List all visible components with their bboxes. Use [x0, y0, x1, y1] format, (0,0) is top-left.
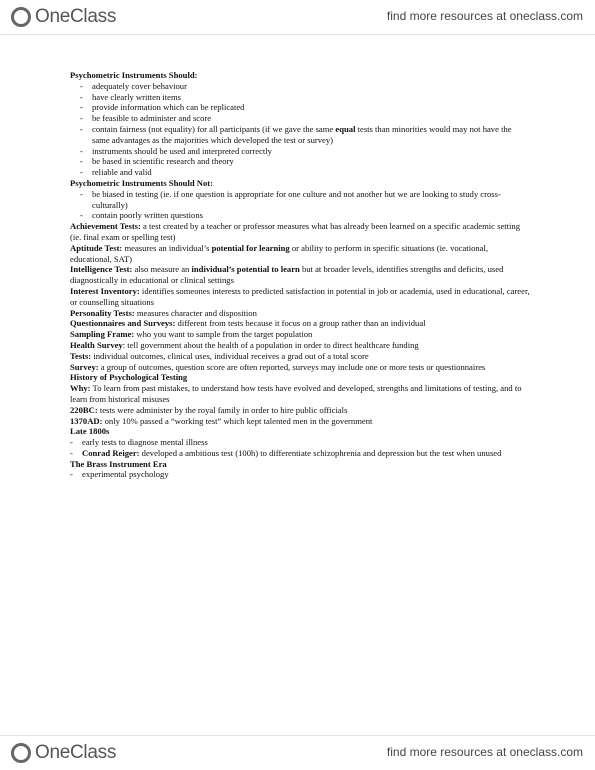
why-term: Why: — [70, 383, 91, 394]
achievement-term: Achievement Tests: — [70, 221, 141, 232]
sampling-text: who you want to sample from the target population — [134, 329, 313, 340]
fairness-pre: contain fairness (not equality) for all participants (if we gave the same — [92, 123, 336, 134]
list-item: - be feasible to administer and score — [80, 113, 530, 124]
tests-paragraph — [70, 351, 530, 362]
intelligence-term: Intelligence Test: — [70, 264, 133, 275]
list-item: - be biased in testing (ie. if one question is appropriate for one culture and not another but we are looking to study cross-culturally) — [80, 189, 530, 211]
ad-text: only 10% passed a “working test” which kept talented men in the government — [102, 415, 373, 426]
intelligence-bold: individual’s potential to learn — [191, 264, 300, 275]
should-not-title: Psychometric Instruments Should Not: — [70, 177, 213, 188]
conrad-term: Conrad Reiger: — [82, 447, 140, 458]
late-title: Late 1800s — [70, 426, 110, 437]
questionnaires-paragraph — [70, 318, 530, 329]
oneclass-logo[interactable] — [10, 5, 116, 29]
list-item: - contain poorly written questions — [80, 210, 530, 221]
fairness-post: tests than minorities would may not have the same advantages as the majorities which developed the test or survey) — [92, 123, 512, 145]
ad-paragraph — [70, 416, 530, 427]
aptitude-post: or ability to perform in specific situations (ie. vocational, educational, SAT) — [70, 242, 489, 264]
oneclass-logo-icon — [10, 6, 32, 28]
health-text: : tell government about the health of a population in order to direct healthcare funding — [122, 339, 419, 350]
tests-text: individual outcomes, clinical uses, individual receives a grad out of a total score — [91, 350, 369, 361]
personality-term: Personality Tests: — [70, 307, 135, 318]
intelligence-post: but at broader levels, identifies strengths and deficits, used diagnostically in educational or clinical settings — [70, 264, 504, 286]
health-paragraph — [70, 340, 530, 351]
personality-paragraph — [70, 308, 530, 319]
should-not-list — [70, 189, 530, 221]
list-item: - instruments should be used and interpreted correctly — [80, 146, 530, 157]
sampling-term: Sampling Frame: — [70, 329, 135, 340]
interest-term: Interest Inventory: — [70, 285, 140, 296]
page-footer — [0, 735, 595, 770]
fairness-bold: equal — [335, 123, 356, 134]
conrad-text: developed a ambitious test (100h) to differentiate schizophrenia and depression but the test when unused — [139, 447, 502, 458]
questionnaires-term: Questionnaires and Surveys: — [70, 318, 176, 329]
achievement-text: a test created by a teacher or professor measures what has already been learned on a specific academic setting (ie. final exam or spelling test) — [70, 221, 521, 242]
brass-title: The Brass Instrument Era — [70, 458, 167, 469]
list-item: - be based in scientific research and theory — [80, 156, 530, 167]
survey-term: Survey: — [70, 361, 99, 372]
aptitude-term: Aptitude Test: — [70, 242, 123, 253]
sampling-paragraph — [70, 329, 530, 340]
should-list — [70, 81, 530, 178]
should-title: Psychometric Instruments Should: — [70, 70, 198, 80]
brass-list — [70, 469, 530, 480]
aptitude-bold: potential for learning — [211, 242, 290, 253]
late-list — [70, 437, 530, 459]
tests-term: Tests: — [70, 350, 92, 361]
why-paragraph — [70, 383, 530, 405]
history-title: History of Psychological Testing — [70, 372, 188, 383]
document-body — [70, 70, 530, 480]
interest-text: identifies someones interests to predicted satisfaction in potential in job or academia, used in educational, career, or counselling situations — [70, 285, 530, 307]
list-item: - provide information which can be replicated — [80, 102, 530, 113]
aptitude-pre: measures an individual’s — [122, 242, 212, 253]
intelligence-paragraph — [70, 264, 530, 286]
find-resources-link[interactable]: find more resources at oneclass.com — [386, 9, 583, 23]
footer-find-resources-link[interactable]: find more resources at oneclass.com — [386, 745, 583, 759]
aptitude-paragraph — [70, 243, 530, 265]
personality-text: measures character and disposition — [134, 307, 257, 318]
list-item: - experimental psychology — [70, 469, 530, 480]
ad-term: 1370AD: — [70, 415, 103, 426]
bc-paragraph — [70, 405, 530, 416]
footer-logo-text: OneClass — [35, 742, 117, 763]
interest-paragraph — [70, 286, 530, 308]
page-header — [0, 0, 595, 35]
survey-text: a group of outcomes, question score are often reported, surveys may include one or more tests or questionnaires — [98, 361, 486, 372]
achievement-paragraph — [70, 221, 530, 243]
logo-text: OneClass — [35, 6, 117, 27]
survey-paragraph — [70, 362, 530, 373]
list-item: - adequately cover behaviour — [80, 81, 530, 92]
oneclass-logo-icon — [10, 742, 32, 764]
questionnaires-text: different from tests because it focus on a group rather than an individual — [175, 318, 426, 329]
intelligence-pre: also measure an — [132, 264, 192, 275]
health-term: Health Survey — [70, 339, 123, 350]
bc-term: 220BC: — [70, 404, 98, 415]
list-item — [80, 124, 530, 146]
list-item: - early tests to diagnose mental illness — [70, 437, 530, 448]
list-item — [70, 448, 530, 459]
why-text: To learn from past mistakes, to understand how tests have evolved and developed, strengths and limitations of testing, and to learn from historical misuses — [70, 383, 522, 404]
list-item: - reliable and valid — [80, 167, 530, 178]
bc-text: tests were administer by the royal family in order to hire public officials — [97, 404, 348, 415]
footer-oneclass-logo[interactable] — [10, 741, 116, 765]
list-item: - have clearly written items — [80, 92, 530, 103]
